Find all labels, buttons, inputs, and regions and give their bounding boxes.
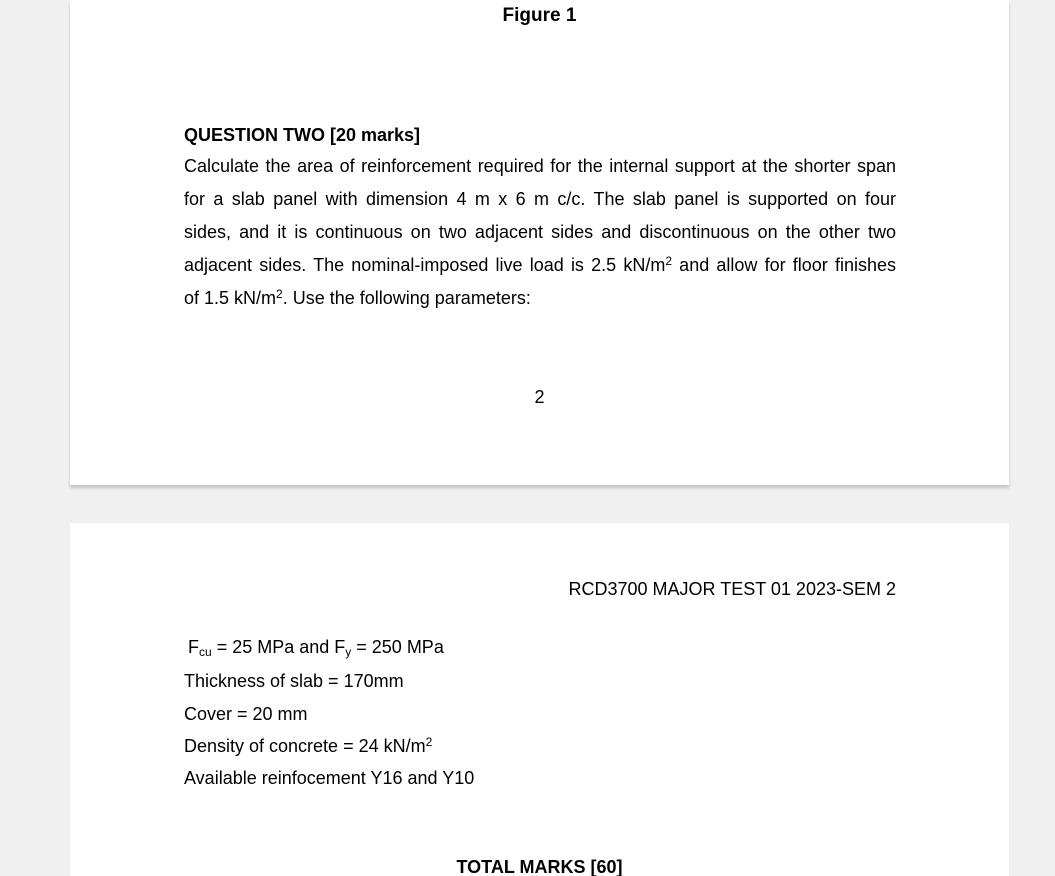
finishes-load-text: of 1.5 kN/m	[184, 288, 277, 308]
floor-finishes-text: and allow for floor finishes	[672, 255, 896, 275]
parameters-intro-text: . Use the following parameters:	[282, 288, 531, 308]
param-cover: Cover = 20 mm	[184, 704, 308, 724]
fcu-symbol: F	[188, 637, 199, 657]
document-page-2	[70, 523, 1009, 876]
finishes-unit-exponent: 2	[276, 287, 283, 301]
param-density	[184, 736, 432, 757]
density-unit-exponent: 2	[425, 735, 433, 749]
figure-caption: Figure 1	[502, 5, 577, 26]
fcu-value-text: = 25 MPa and F	[211, 637, 346, 657]
fy-subscript: y	[345, 645, 352, 659]
page-header-code: RCD3700 MAJOR TEST 01 2023-SEM 2	[568, 579, 896, 599]
param-reinforcement: Available reinfocement Y16 and Y10	[184, 768, 475, 788]
question-line-1: Calculate the area of reinforcement required for the internal support at the shorter span	[184, 156, 896, 176]
question-line-5	[184, 282, 896, 315]
live-load-text: adjacent sides. The nominal-imposed live load is 2.5 kN/m	[184, 255, 666, 275]
total-marks: TOTAL MARKS [60]	[456, 857, 623, 876]
question-line-4	[184, 249, 896, 282]
question-body	[184, 150, 896, 315]
fcu-subscript: cu	[199, 645, 212, 659]
density-text: Density of concrete = 24 kN/m	[184, 736, 426, 756]
document-page-1	[70, 0, 1009, 485]
question-heading: QUESTION TWO [20 marks]	[184, 125, 421, 145]
param-thickness: Thickness of slab = 170mm	[184, 671, 404, 691]
param-strengths	[188, 637, 444, 658]
page-number: 2	[534, 387, 545, 407]
question-line-3: sides, and it is continuous on two adjacent sides and discontinuous on the other two	[184, 222, 896, 242]
question-line-2: for a slab panel with dimension 4 m x 6 m c/c. The slab panel is supported on four	[184, 189, 896, 209]
live-load-unit-exponent: 2	[665, 254, 672, 268]
fy-value-text: = 250 MPa	[351, 637, 444, 657]
